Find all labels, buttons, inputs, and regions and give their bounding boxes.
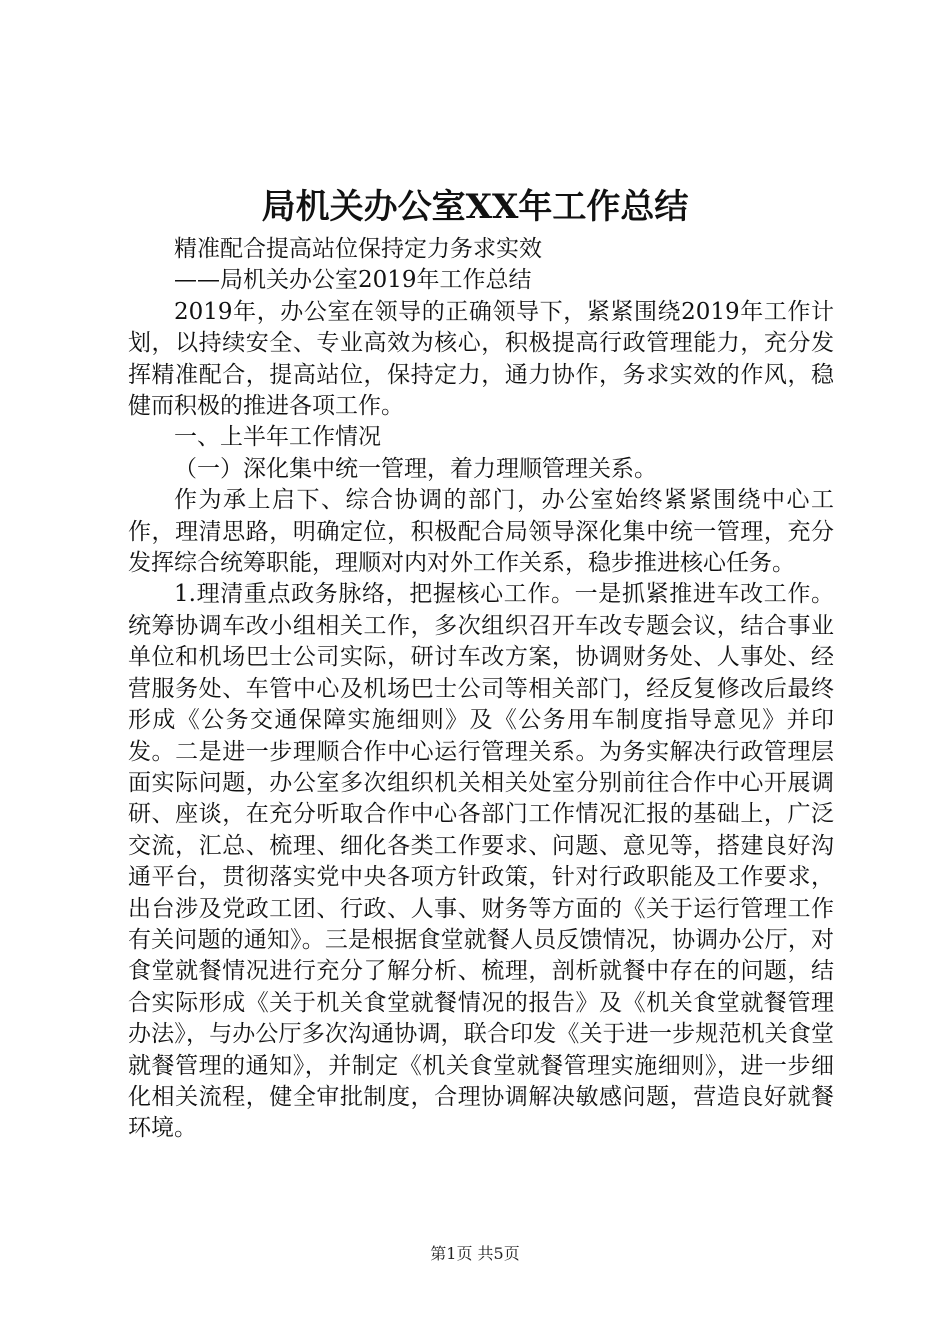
subtitle-line: 精准配合提高站位保持定力务求实效 [174, 236, 542, 262]
subtitle-attribution: ——局机关办公室2019年工作总结 [174, 267, 532, 294]
body-paragraph: 1.理清重点政务脉络，把握核心工作。一是抓紧推进车改工作。统筹协调车改小组相关工作，多次组织召开车改专题会议，结合事业单位和机场巴士公司实际，研讨车改方案，协调财务处、人事处、经营服务处、车管中心及机场巴士公司等相关部门，经反复修改后最终形成《公务交通保障实施细则》及《公务用车制度指导意见》并印发。二是进一步理顺合作中心运行管理关系。为务实解决行政管理层面实际问题，办公室多次组织机关相关处室分别前往合作中心开展调研、座谈，在充分听取合作中心各部门工作情况汇报的基础上，广泛交流，汇总、梳理、细化各类工作要求、问题、意见等，搭建良好沟通平台，贯彻落实党中央各项方针政策，针对行政职能及工作要求，出台涉及党政工团、行政、人事、财务等方面的《关于运行管理工作有关问题的通知》。三是根据食堂就餐人员反馈情况，协调办公厅，对食堂就餐情况进行充分了解分析、梳理，剖析就餐中存在的问题，结合实际形成《关于机关食堂就餐情况的报告》及《机关食堂就餐管理办法》，与办公厅多次沟通协调，联合印发《关于进一步规范机关食堂就餐管理的通知》，并制定《机关食堂就餐管理实施细则》，进一步细化相关流程，健全审批制度，合理协调解决敏感问题，营造良好就餐环境。 [128, 581, 834, 1142]
page-footer: 第1页 共5页 [430, 1244, 520, 1263]
subsection-heading: （一）深化集中统一管理，着力理顺管理关系。 [174, 455, 657, 482]
document-title: 局机关办公室XX年工作总结 [261, 187, 689, 227]
intro-paragraph: 2019年，办公室在领导的正确领导下，紧紧围绕2019年工作计划，以持续安全、专业高效为核心，积极提高行政管理能力，充分发挥精准配合，提高站位，保持定力，通力协作，务求实效的作风，稳健而积极的推进各项工作。 [128, 298, 834, 420]
section-heading: 一、上半年工作情况 [174, 424, 381, 451]
body-paragraph: 作为承上启下、综合协调的部门，办公室始终紧紧围绕中心工作，理清思路，明确定位，积极配合局领导深化集中统一管理，充分发挥综合统筹职能，理顺对内对外工作关系，稳步推进核心任务。 [128, 487, 834, 577]
document-body [128, 234, 834, 1145]
